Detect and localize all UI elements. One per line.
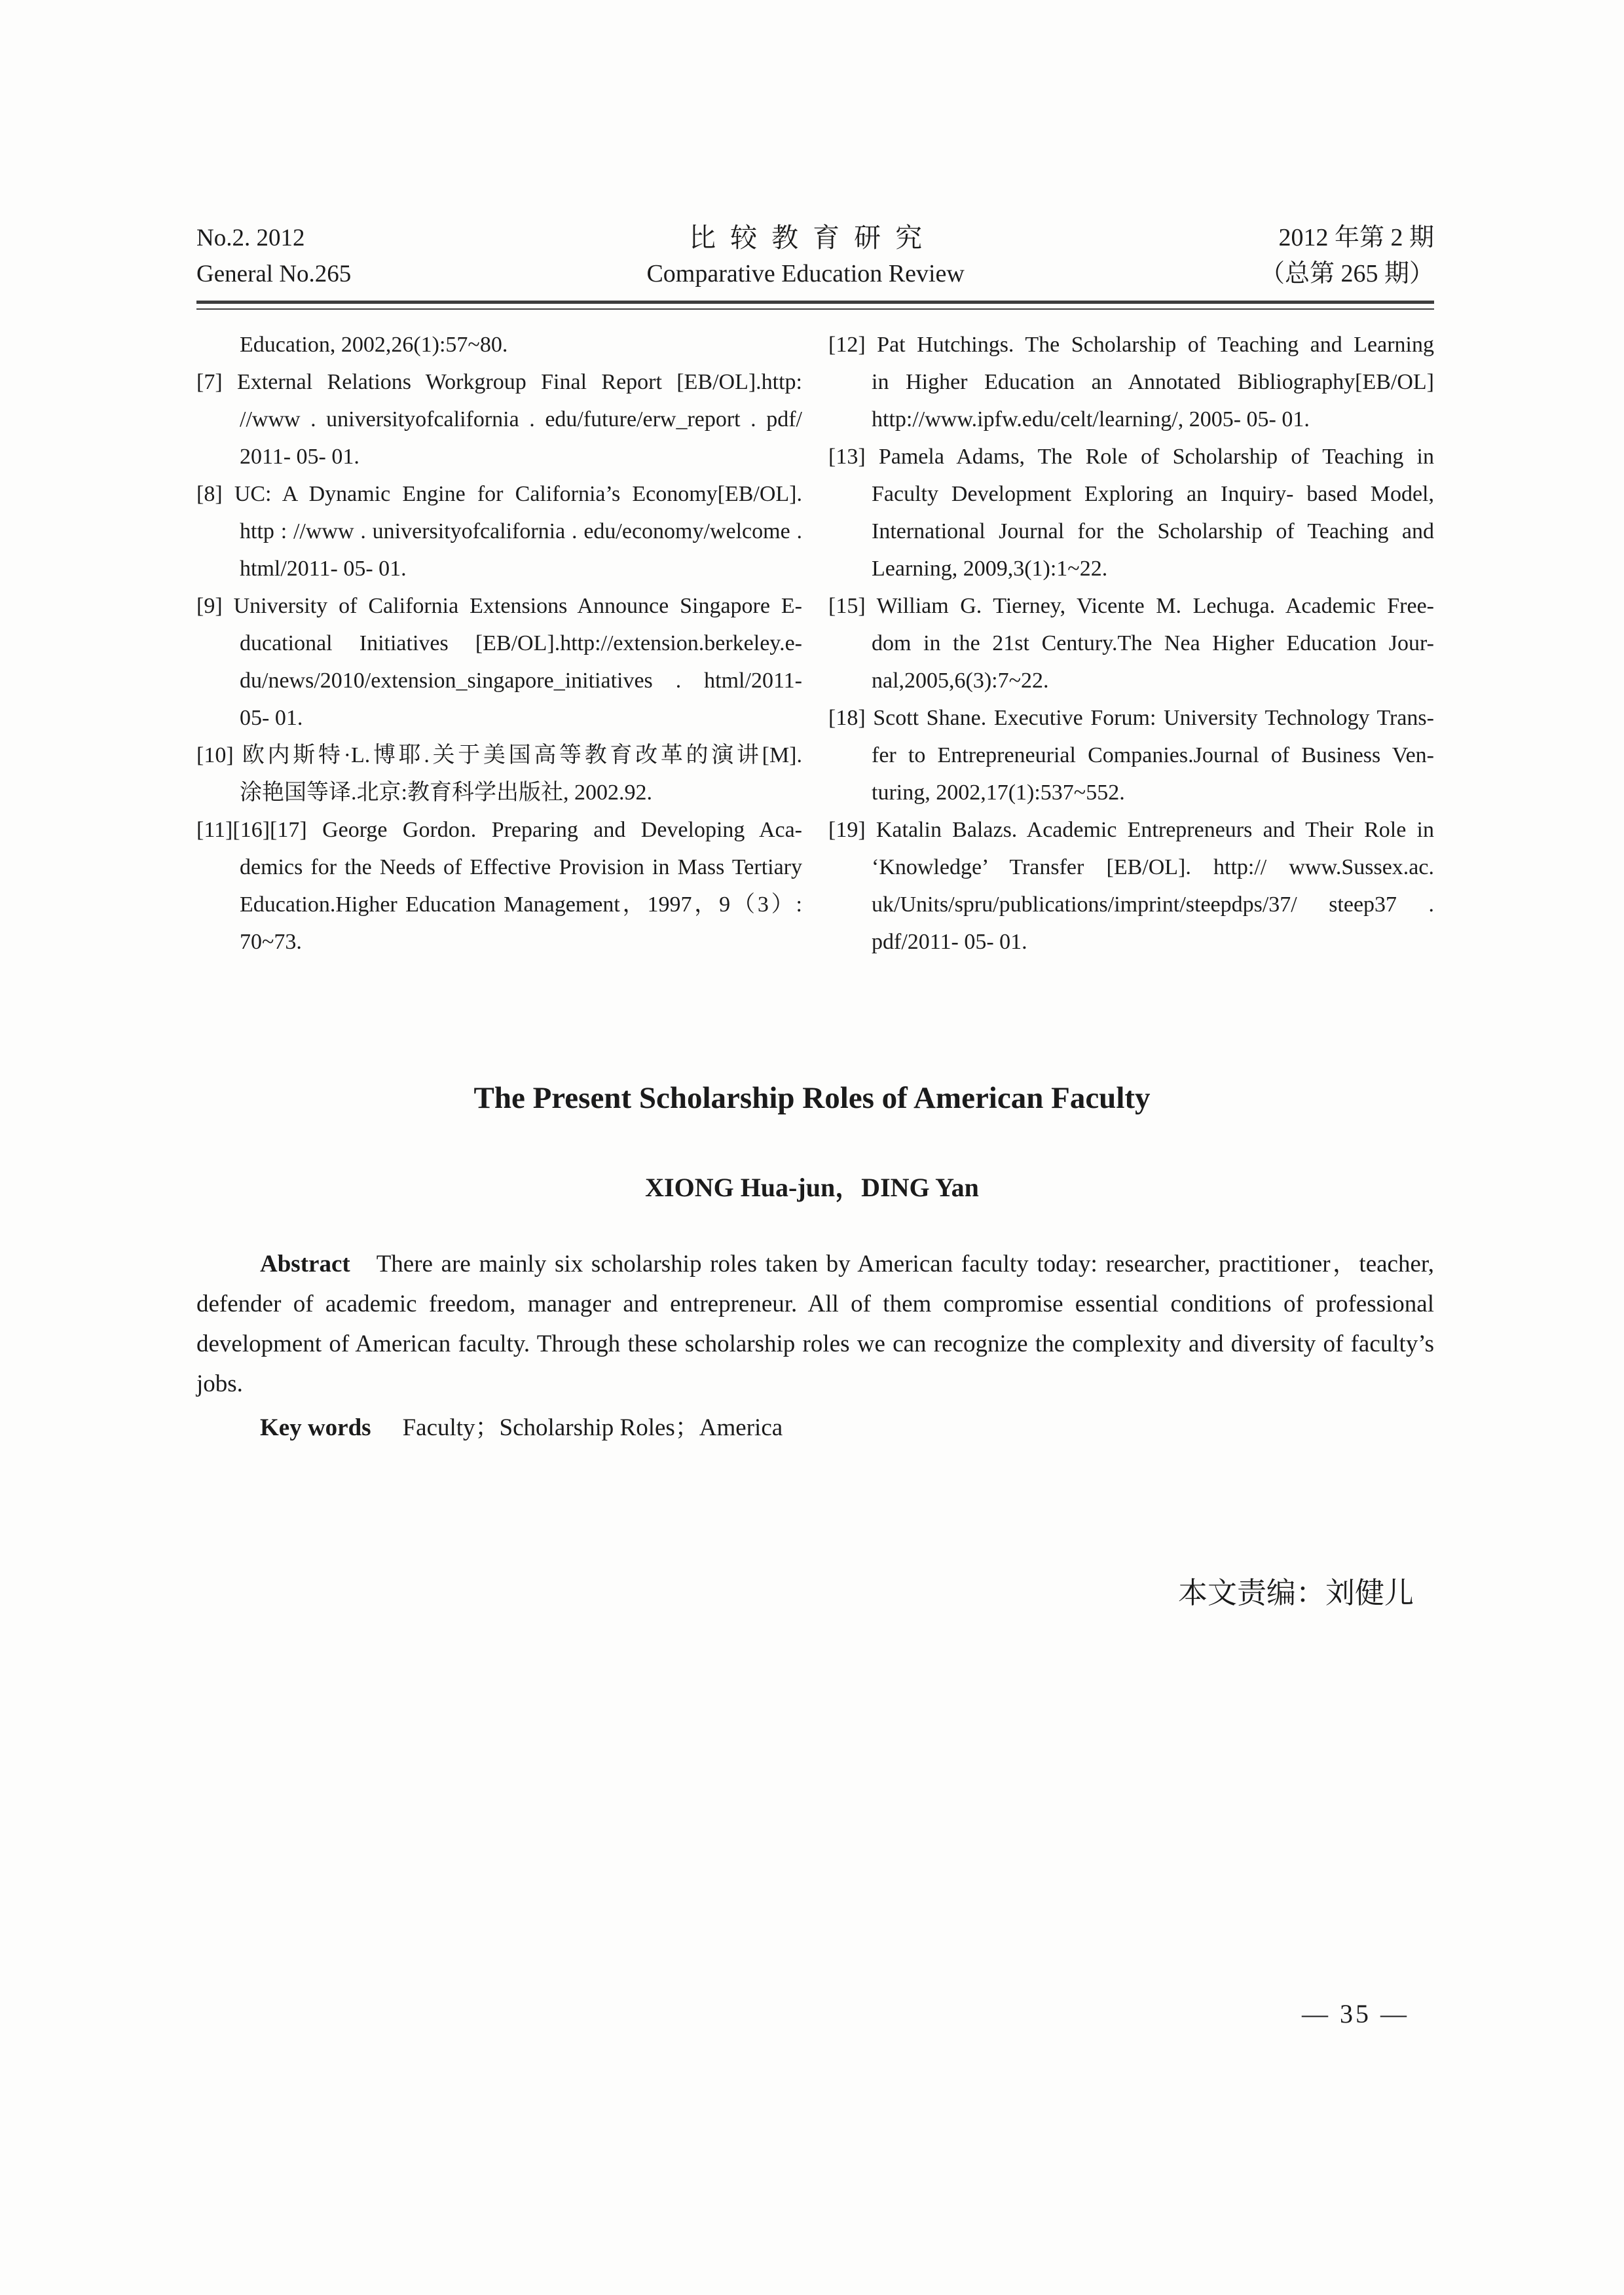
- reference-line: [12] Pat Hutchings. The Scholarship of Teaching and Learning: [828, 333, 1434, 357]
- reference-line: dom in the 21st Century.The Nea Higher Education Jour-: [872, 631, 1434, 655]
- reference-label: [19]: [828, 818, 866, 842]
- reference-line: Education, 2002,26(1):57~80.: [240, 333, 508, 357]
- reference-line: [11][16][17] George Gordon. Preparing and Developing Aca-: [196, 818, 802, 842]
- reference-line: nal,2005,6(3):7~22.: [872, 669, 1049, 693]
- header-general-number: General No.265: [196, 261, 352, 287]
- reference-line: http : //www . universityofcalifornia . edu/economy/welcome .: [240, 519, 802, 543]
- abstract-paragraph: [196, 1244, 1434, 1404]
- reference-label: [18]: [828, 706, 866, 730]
- header-journal-block: [646, 220, 964, 292]
- header-double-rule: [196, 301, 1434, 310]
- reference-line: Education.Higher Education Management，1997，9（3）:: [240, 892, 802, 917]
- reference-line: [15] William G. Tierney, Vicente M. Lechuga. Academic Free-: [828, 594, 1434, 618]
- reference-label: [13]: [828, 445, 866, 469]
- reference-line: Learning, 2009,3(1):1~22.: [872, 557, 1108, 581]
- journal-title-english: Comparative Education Review: [646, 260, 965, 287]
- reference-label: [8]: [196, 482, 223, 506]
- header-year-issue: 2012 年第 2 期: [1278, 224, 1434, 251]
- page-header: [196, 220, 1434, 292]
- reference-line: 涂艳国等译.北京:教育科学出版社, 2002.92.: [240, 780, 652, 805]
- reference-line: [13] Pamela Adams, The Role of Scholarship of Teaching in: [828, 445, 1434, 469]
- reference-line: ‘Knowledge’ Transfer [EB/OL]. http:// www.Sussex.ac.: [872, 855, 1434, 879]
- abstract-text: There are mainly six scholarship roles taken by American faculty today: researcher, practitioner，teacher, defender of academic freedom, manager and entrepreneur. All of them compromise essential conditions of professional development of American faculty. Through these scholarship roles we can recognize the complexity and diversity of faculty’s jobs.: [196, 1251, 1434, 1397]
- reference-item: [828, 811, 1434, 961]
- article-title: The Present Scholarship Roles of American Faculty: [473, 1081, 1151, 1115]
- reference-item: [828, 587, 1434, 699]
- reference-line: fer to Entrepreneurial Companies.Journal of Business Ven-: [872, 743, 1434, 767]
- references-section: [196, 326, 1434, 961]
- reference-line: 05- 01.: [240, 706, 303, 730]
- reference-line: [7] External Relations Workgroup Final Report [EB/OL].http:: [196, 370, 802, 394]
- reference-item: [196, 475, 802, 587]
- keywords-paragraph: [196, 1408, 1434, 1448]
- reference-line: 2011- 05- 01.: [240, 445, 360, 469]
- header-issue-number: No.2. 2012: [196, 225, 305, 251]
- reference-label: [7]: [196, 370, 223, 394]
- reference-label: [12]: [828, 333, 866, 357]
- reference-item: [196, 326, 802, 363]
- reference-label: [10]: [196, 743, 234, 767]
- reference-line: Faculty Development Exploring an Inquiry- based Model,: [872, 482, 1434, 506]
- reference-line: 70~73.: [240, 930, 302, 954]
- header-issue-block: [196, 220, 351, 292]
- journal-title-chinese: 比较教育研究: [689, 223, 937, 253]
- reference-line: [18] Scott Shane. Executive Forum: University Technology Trans-: [828, 706, 1434, 730]
- reference-item: [828, 699, 1434, 811]
- reference-line: [9] University of California Extensions Announce Singapore E-: [196, 594, 802, 618]
- reference-line: du/news/2010/extension_singapore_initiatives . html/2011-: [240, 669, 802, 693]
- abstract-label: Abstract: [260, 1251, 350, 1277]
- reference-label: [9]: [196, 594, 223, 618]
- reference-line: demics for the Needs of Effective Provision in Mass Tertiary: [240, 855, 802, 879]
- reference-item: [196, 587, 802, 737]
- header-date-block: [1260, 220, 1434, 292]
- references-column-left: [196, 326, 802, 961]
- reference-line: [19] Katalin Balazs. Academic Entrepreneurs and Their Role in: [828, 818, 1434, 842]
- reference-line: International Journal for the Scholarship of Teaching and: [872, 519, 1434, 543]
- reference-line: [10] 欧内斯特·L.博耶.关于美国高等教育改革的演讲[M].: [196, 743, 802, 767]
- reference-line: pdf/2011- 05- 01.: [872, 930, 1027, 954]
- abstract-section: [196, 1244, 1434, 1448]
- reference-line: uk/Units/spru/publications/imprint/steepdps/37/ steep37 .: [872, 892, 1434, 917]
- header-cumulative-issue: （总第 265 期）: [1259, 260, 1434, 287]
- reference-item: [196, 811, 802, 961]
- reference-item: [828, 438, 1434, 587]
- reference-item: [196, 737, 802, 811]
- references-column-right: [828, 326, 1434, 961]
- article-authors: XIONG Hua-jun，DING Yan: [645, 1173, 979, 1202]
- keywords-text: Faculty；Scholarship Roles；America: [402, 1414, 783, 1441]
- reference-line: turing, 2002,17(1):537~552.: [872, 780, 1125, 805]
- keywords-label: Key words: [260, 1414, 371, 1441]
- reference-line: [8] UC: A Dynamic Engine for California’s Economy[EB/OL].: [196, 482, 802, 506]
- reference-line: //www . universityofcalifornia . edu/future/erw_report . pdf/: [240, 407, 802, 431]
- reference-item: [196, 363, 802, 475]
- page-number: — 35 —: [1302, 1999, 1409, 2029]
- reference-line: in Higher Education an Annotated Bibliography[EB/OL]: [872, 370, 1434, 394]
- reference-item: [828, 326, 1434, 438]
- reference-line: ducational Initiatives [EB/OL].http://extension.berkeley.e-: [240, 631, 802, 655]
- reference-label: [15]: [828, 594, 866, 618]
- editor-note: 本文责编：刘健儿: [1177, 1577, 1414, 1609]
- reference-line: http://www.ipfw.edu/celt/learning/, 2005- 05- 01.: [872, 407, 1310, 431]
- reference-label: [11][16][17]: [196, 818, 307, 842]
- reference-line: html/2011- 05- 01.: [240, 557, 407, 581]
